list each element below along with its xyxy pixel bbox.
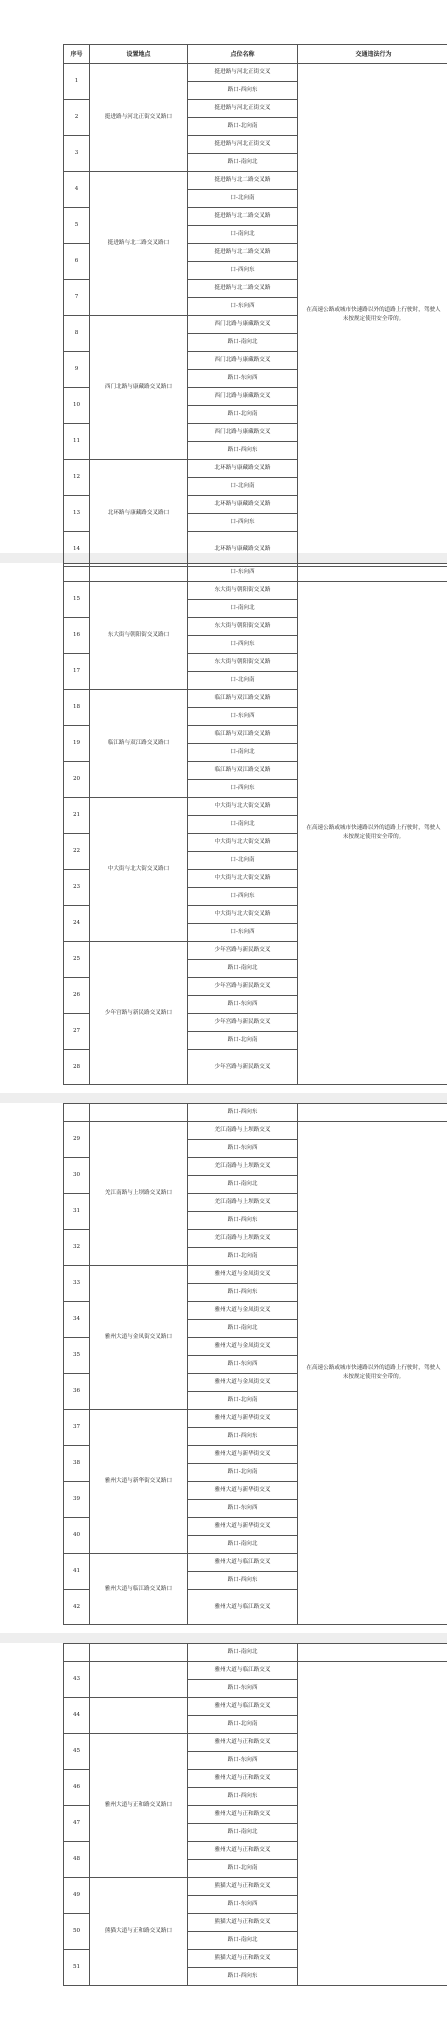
point-name-cell bbox=[188, 1554, 298, 1590]
point-name-line: 口-东向西 bbox=[188, 297, 297, 315]
point-name-line: 路口-北向南 bbox=[188, 1859, 297, 1877]
location-cell: 中大街与北大街交叉路口 bbox=[90, 798, 188, 942]
point-name-line: 路口-东向西 bbox=[188, 1139, 297, 1157]
point-name-cell bbox=[188, 388, 298, 424]
point-name-cell bbox=[188, 1446, 298, 1482]
point-name-cell bbox=[188, 244, 298, 280]
point-name-cell bbox=[188, 1014, 298, 1050]
serial-cell: 21 bbox=[64, 798, 90, 834]
serial-cell: 10 bbox=[64, 388, 90, 424]
point-name-line: 雅州大道与金凤街交叉 bbox=[214, 1307, 271, 1313]
point-name-cell bbox=[188, 1806, 298, 1842]
point-name-line: 北环路与康藏路交叉路 bbox=[214, 501, 271, 507]
point-name-line: 路口-北向南 bbox=[188, 1247, 297, 1265]
continuation-row bbox=[64, 1104, 447, 1122]
location-cell: 东大街与朝阳街交叉路口 bbox=[90, 582, 188, 690]
point-name-line: 熊猫大道与正和路交叉 bbox=[214, 1919, 271, 1925]
location-cell: 挺进路与河北正街交叉路口 bbox=[90, 64, 188, 172]
header-point-name: 点位名称 bbox=[188, 45, 298, 64]
point-name-cell bbox=[188, 1122, 298, 1158]
point-name-line: 口-西向东 bbox=[188, 635, 297, 653]
location-cell: 雅州大道与新华街交叉路口 bbox=[90, 1410, 188, 1554]
point-name-line: 雅州大道与正和路交叉 bbox=[214, 1811, 271, 1817]
point-name-line: 路口-东向西 bbox=[188, 1751, 297, 1769]
point-name-cell bbox=[188, 1410, 298, 1446]
serial-cell: 1 bbox=[64, 64, 90, 100]
serial-cell: 15 bbox=[64, 582, 90, 618]
serial-cell: 27 bbox=[64, 1014, 90, 1050]
point-name-cell bbox=[188, 208, 298, 244]
serial-cell: 28 bbox=[64, 1050, 90, 1085]
point-name-cell bbox=[188, 1482, 298, 1518]
violation-table bbox=[63, 44, 447, 567]
point-name-cell bbox=[188, 424, 298, 460]
serial-cell: 17 bbox=[64, 654, 90, 690]
serial-cell: 9 bbox=[64, 352, 90, 388]
continuation-row bbox=[64, 1644, 447, 1662]
point-name-cell bbox=[188, 978, 298, 1014]
point-name-line: 口-南向北 bbox=[188, 225, 297, 243]
document-page-1 bbox=[63, 44, 447, 567]
serial-cell: 25 bbox=[64, 942, 90, 978]
location-cell bbox=[90, 564, 188, 582]
point-name-cell bbox=[188, 654, 298, 690]
header-serial: 序号 bbox=[64, 45, 90, 64]
point-name-line: 路口-北向南 bbox=[188, 1031, 297, 1049]
point-name-line: 雅州大道与临江路交叉 bbox=[214, 1603, 271, 1610]
serial-cell: 43 bbox=[64, 1662, 90, 1698]
point-name-line: 口-东向西 bbox=[188, 707, 297, 725]
point-name-line: 少年宫路与新民路交叉 bbox=[214, 983, 271, 989]
point-name-cell bbox=[188, 618, 298, 654]
serial-cell: 16 bbox=[64, 618, 90, 654]
point-name-line: 口-东向西 bbox=[188, 923, 297, 941]
point-name-cell bbox=[188, 460, 298, 496]
point-name-cell bbox=[188, 1230, 298, 1266]
point-name-cell bbox=[188, 136, 298, 172]
point-name-line: 口-南向北 bbox=[188, 743, 297, 761]
location-cell bbox=[90, 1662, 188, 1698]
point-name-line: 路口-南向北 bbox=[188, 153, 297, 171]
document-page-4 bbox=[63, 1643, 447, 1986]
serial-cell: 29 bbox=[64, 1122, 90, 1158]
point-name-line: 路口-西向东 bbox=[188, 81, 297, 99]
point-name-line: 路口-东向西 bbox=[188, 1895, 297, 1913]
point-name-cell bbox=[188, 1374, 298, 1410]
serial-cell: 8 bbox=[64, 316, 90, 352]
point-name-cell bbox=[188, 1878, 298, 1914]
point-name-line: 路口-南向北 bbox=[188, 1535, 297, 1553]
point-name-cell bbox=[188, 1914, 298, 1950]
point-name-line: 东大街与朝阳街交叉路 bbox=[214, 659, 271, 665]
serial-cell: 39 bbox=[64, 1482, 90, 1518]
serial-cell: 24 bbox=[64, 906, 90, 942]
table-row bbox=[64, 64, 447, 100]
violation-cell bbox=[298, 64, 447, 567]
point-name-line: 挺进路与北二路交叉路 bbox=[214, 213, 271, 219]
point-name-cell bbox=[188, 798, 298, 834]
serial-cell: 47 bbox=[64, 1806, 90, 1842]
location-cell: 雅州大道与临江路交叉路口 bbox=[90, 1554, 188, 1625]
serial-cell bbox=[64, 564, 90, 582]
location-cell: 雅州大道与正和路交叉路口 bbox=[90, 1734, 188, 1878]
point-name-cell bbox=[188, 1734, 298, 1770]
point-name-line: 西门北路与康藏路交叉 bbox=[214, 357, 271, 363]
point-name-line: 羌江南路与上坝路交叉 bbox=[214, 1235, 271, 1241]
point-name-line: 路口-东向西 bbox=[188, 1499, 297, 1517]
point-name-line: 北环路与康藏路交叉路 bbox=[214, 545, 271, 552]
serial-cell: 2 bbox=[64, 100, 90, 136]
serial-cell: 22 bbox=[64, 834, 90, 870]
table-header-row bbox=[64, 45, 447, 64]
violation-cell bbox=[298, 1104, 447, 1122]
continuation-row bbox=[64, 564, 447, 582]
serial-cell: 6 bbox=[64, 244, 90, 280]
serial-cell: 19 bbox=[64, 726, 90, 762]
point-name-line: 雅州大道与金凤街交叉 bbox=[214, 1343, 271, 1349]
point-name-cell bbox=[188, 1338, 298, 1374]
point-name-line: 路口-西向东 bbox=[188, 1283, 297, 1301]
point-name-line: 路口-南向北 bbox=[188, 959, 297, 977]
serial-cell: 34 bbox=[64, 1302, 90, 1338]
location-cell: 北环路与康藏路交叉路口 bbox=[90, 460, 188, 567]
point-name-line: 中大街与北大街交叉路 bbox=[214, 803, 271, 809]
point-name-line: 口-西向东 bbox=[188, 779, 297, 797]
point-name-cell bbox=[188, 1266, 298, 1302]
point-name-line: 路口-西向东 bbox=[188, 1787, 297, 1805]
point-name-line: 路口-东向西 bbox=[188, 1679, 297, 1697]
point-name-line: 路口-南向北 bbox=[188, 1319, 297, 1337]
point-name-line: 路口-西向东 bbox=[188, 1967, 297, 1985]
point-name-cell bbox=[188, 726, 298, 762]
point-name-cell bbox=[188, 1950, 298, 1986]
point-name-line: 北环路与康藏路交叉路 bbox=[214, 465, 271, 471]
point-name-line: 雅州大道与临江路交叉 bbox=[214, 1667, 271, 1673]
serial-cell: 18 bbox=[64, 690, 90, 726]
point-name-line: 口-北向南 bbox=[188, 189, 297, 207]
violation-table bbox=[63, 1103, 447, 1625]
point-name-cell bbox=[188, 1770, 298, 1806]
point-name-line: 路口-北向南 bbox=[188, 1391, 297, 1409]
point-name-line: 路口-北向南 bbox=[188, 405, 297, 423]
point-name-line: 路口-南向北 bbox=[188, 1931, 297, 1949]
point-name-line: 路口-北向南 bbox=[188, 1715, 297, 1733]
point-name-line: 挺进路与河北正街交叉 bbox=[214, 69, 271, 75]
point-name-cell bbox=[188, 64, 298, 100]
point-name-line: 口-西向东 bbox=[188, 887, 297, 905]
serial-cell: 7 bbox=[64, 280, 90, 316]
point-name-cell bbox=[188, 1662, 298, 1698]
serial-cell: 37 bbox=[64, 1410, 90, 1446]
point-name-line: 羌江南路与上坝路交叉 bbox=[214, 1163, 271, 1169]
location-cell: 雅州大道与金凤街交叉路口 bbox=[90, 1266, 188, 1410]
point-name-line: 挺进路与河北正街交叉 bbox=[214, 105, 271, 111]
point-name-line: 熊猫大道与正和路交叉 bbox=[214, 1883, 271, 1889]
point-name-line: 中大街与北大街交叉路 bbox=[214, 839, 271, 845]
serial-cell: 46 bbox=[64, 1770, 90, 1806]
point-name-line: 口-北向南 bbox=[188, 671, 297, 689]
point-name-cell bbox=[188, 1842, 298, 1878]
point-name-line: 口-北向南 bbox=[188, 477, 297, 495]
point-name-line: 东大街与朝阳街交叉路 bbox=[214, 587, 271, 593]
point-name-cell bbox=[188, 1050, 298, 1085]
point-name-cell: 口-东向西 bbox=[188, 564, 298, 582]
point-name-cell bbox=[188, 834, 298, 870]
point-name-line: 临江路与双江路交叉路 bbox=[214, 731, 271, 737]
point-name-line: 路口-北向南 bbox=[188, 117, 297, 135]
serial-cell: 42 bbox=[64, 1590, 90, 1625]
point-name-cell bbox=[188, 1518, 298, 1554]
point-name-line: 西门北路与康藏路交叉 bbox=[214, 429, 271, 435]
point-name-line: 雅州大道与正和路交叉 bbox=[214, 1847, 271, 1853]
serial-cell: 35 bbox=[64, 1338, 90, 1374]
point-name-line: 雅州大道与正和路交叉 bbox=[214, 1775, 271, 1781]
point-name-line: 熊猫大道与正和路交叉 bbox=[214, 1955, 271, 1961]
location-cell: 挺进路与北二路交叉路口 bbox=[90, 172, 188, 316]
point-name-line: 羌江南路与上坝路交叉 bbox=[214, 1199, 271, 1205]
table-row bbox=[64, 1122, 447, 1158]
point-name-line: 临江路与双江路交叉路 bbox=[214, 767, 271, 773]
point-name-cell bbox=[188, 532, 298, 567]
point-name-line: 东大街与朝阳街交叉路 bbox=[214, 623, 271, 629]
point-name-line: 路口-西向东 bbox=[188, 1571, 297, 1589]
document-page-3 bbox=[63, 1103, 447, 1625]
point-name-line: 雅州大道与临江路交叉 bbox=[214, 1703, 271, 1709]
point-name-line: 雅州大道与新华街交叉 bbox=[214, 1487, 271, 1493]
table-row bbox=[64, 582, 447, 618]
serial-cell: 13 bbox=[64, 496, 90, 532]
point-name-cell: 路口-西向东 bbox=[188, 1104, 298, 1122]
point-name-line: 挺进路与北二路交叉路 bbox=[214, 285, 271, 291]
serial-cell bbox=[64, 1104, 90, 1122]
serial-cell: 41 bbox=[64, 1554, 90, 1590]
location-cell bbox=[90, 1698, 188, 1734]
violation-cell bbox=[298, 1122, 447, 1625]
point-name-line: 中大街与北大街交叉路 bbox=[214, 875, 271, 881]
location-cell bbox=[90, 1644, 188, 1662]
serial-cell: 45 bbox=[64, 1734, 90, 1770]
location-cell: 羌江南路与上坝路交叉路口 bbox=[90, 1122, 188, 1266]
point-name-line: 口-南向北 bbox=[188, 815, 297, 833]
point-name-cell bbox=[188, 100, 298, 136]
point-name-line: 少年宫路与新民路交叉 bbox=[214, 1063, 271, 1070]
point-name-line: 口-南向北 bbox=[188, 599, 297, 617]
location-cell bbox=[90, 1104, 188, 1122]
point-name-line: 挺进路与河北正街交叉 bbox=[214, 141, 271, 147]
serial-cell: 23 bbox=[64, 870, 90, 906]
table-row bbox=[64, 1662, 447, 1698]
point-name-cell bbox=[188, 1194, 298, 1230]
violation-text: 在高速公路或城市快速路以外的道路上行驶时，驾驶人未按规定使用安全带的。 bbox=[306, 307, 441, 322]
location-cell: 临江路与双江路交叉路口 bbox=[90, 690, 188, 798]
violation-cell bbox=[298, 1644, 447, 1662]
serial-cell: 40 bbox=[64, 1518, 90, 1554]
point-name-cell bbox=[188, 1590, 298, 1625]
point-name-cell bbox=[188, 172, 298, 208]
violation-text: 在高速公路或城市快速路以外的道路上行驶时，驾驶人未按规定使用安全带的。 bbox=[306, 825, 441, 840]
serial-cell: 20 bbox=[64, 762, 90, 798]
point-name-line: 口-西向东 bbox=[188, 261, 297, 279]
serial-cell: 48 bbox=[64, 1842, 90, 1878]
point-name-line: 路口-东向西 bbox=[188, 995, 297, 1013]
serial-cell: 31 bbox=[64, 1194, 90, 1230]
serial-cell bbox=[64, 1644, 90, 1662]
point-name-line: 西门北路与康藏路交叉 bbox=[214, 393, 271, 399]
point-name-line: 西门北路与康藏路交叉 bbox=[214, 321, 271, 327]
point-name-line: 雅州大道与金凤街交叉 bbox=[214, 1379, 271, 1385]
violation-text: 在高速公路或城市快速路以外的道路上行驶时，驾驶人未按规定使用安全带的。 bbox=[306, 1365, 441, 1380]
point-name-line: 少年宫路与新民路交叉 bbox=[214, 1019, 271, 1025]
violation-cell bbox=[298, 564, 447, 582]
serial-cell: 11 bbox=[64, 424, 90, 460]
location-cell: 西门北路与康藏路交叉路口 bbox=[90, 316, 188, 460]
serial-cell: 49 bbox=[64, 1878, 90, 1914]
serial-cell: 26 bbox=[64, 978, 90, 1014]
page-gap bbox=[0, 1093, 447, 1103]
page-gap bbox=[0, 1633, 447, 1643]
point-name-line: 路口-西向东 bbox=[188, 441, 297, 459]
point-name-line: 羌江南路与上坝路交叉 bbox=[214, 1127, 271, 1133]
point-name-line: 雅州大道与正和路交叉 bbox=[214, 1739, 271, 1745]
point-name-cell bbox=[188, 1698, 298, 1734]
point-name-cell bbox=[188, 1302, 298, 1338]
point-name-cell bbox=[188, 496, 298, 532]
serial-cell: 51 bbox=[64, 1950, 90, 1986]
serial-cell: 36 bbox=[64, 1374, 90, 1410]
point-name-line: 挺进路与北二路交叉路 bbox=[214, 249, 271, 255]
serial-cell: 44 bbox=[64, 1698, 90, 1734]
point-name-cell bbox=[188, 582, 298, 618]
header-violation: 交通违法行为 bbox=[298, 45, 447, 64]
point-name-line: 路口-南向北 bbox=[188, 1823, 297, 1841]
serial-cell: 12 bbox=[64, 460, 90, 496]
serial-cell: 50 bbox=[64, 1914, 90, 1950]
point-name-line: 口-北向南 bbox=[188, 851, 297, 869]
point-name-line: 雅州大道与新华街交叉 bbox=[214, 1523, 271, 1529]
point-name-cell bbox=[188, 316, 298, 352]
point-name-cell bbox=[188, 762, 298, 798]
point-name-line: 雅州大道与金凤街交叉 bbox=[214, 1271, 271, 1277]
point-name-line: 雅州大道与新华街交叉 bbox=[214, 1451, 271, 1457]
location-cell: 熊猫大道与正和路交叉路口 bbox=[90, 1878, 188, 1986]
violation-cell bbox=[298, 1662, 447, 1986]
violation-table bbox=[63, 1643, 447, 1986]
point-name-line: 路口-西向东 bbox=[188, 1427, 297, 1445]
point-name-cell bbox=[188, 352, 298, 388]
point-name-line: 临江路与双江路交叉路 bbox=[214, 695, 271, 701]
serial-cell: 3 bbox=[64, 136, 90, 172]
serial-cell: 4 bbox=[64, 172, 90, 208]
point-name-line: 中大街与北大街交叉路 bbox=[214, 911, 271, 917]
point-name-line: 路口-南向北 bbox=[188, 1175, 297, 1193]
header-location: 设置地点 bbox=[90, 45, 188, 64]
point-name-cell bbox=[188, 280, 298, 316]
serial-cell: 38 bbox=[64, 1446, 90, 1482]
point-name-line: 路口-东向西 bbox=[188, 369, 297, 387]
point-name-line: 雅州大道与临江路交叉 bbox=[214, 1559, 271, 1565]
serial-cell: 30 bbox=[64, 1158, 90, 1194]
point-name-line: 口-西向东 bbox=[188, 513, 297, 531]
document-page-2 bbox=[63, 563, 447, 1085]
point-name-line: 挺进路与北二路交叉路 bbox=[214, 177, 271, 183]
serial-cell: 33 bbox=[64, 1266, 90, 1302]
violation-table bbox=[63, 563, 447, 1085]
serial-cell: 32 bbox=[64, 1230, 90, 1266]
point-name-line: 路口-西向东 bbox=[188, 1211, 297, 1229]
point-name-cell bbox=[188, 942, 298, 978]
point-name-cell bbox=[188, 870, 298, 906]
point-name-line: 路口-北向南 bbox=[188, 1463, 297, 1481]
point-name-cell bbox=[188, 690, 298, 726]
point-name-cell bbox=[188, 1158, 298, 1194]
point-name-line: 路口-东向西 bbox=[188, 1355, 297, 1373]
point-name-line: 雅州大道与新华街交叉 bbox=[214, 1415, 271, 1421]
point-name-cell bbox=[188, 906, 298, 942]
serial-cell: 14 bbox=[64, 532, 90, 567]
point-name-line: 路口-南向北 bbox=[188, 333, 297, 351]
location-cell: 少年宫路与新民路交叉路口 bbox=[90, 942, 188, 1085]
serial-cell: 5 bbox=[64, 208, 90, 244]
violation-cell bbox=[298, 582, 447, 1085]
point-name-cell: 路口-南向北 bbox=[188, 1644, 298, 1662]
point-name-line: 少年宫路与新民路交叉 bbox=[214, 947, 271, 953]
